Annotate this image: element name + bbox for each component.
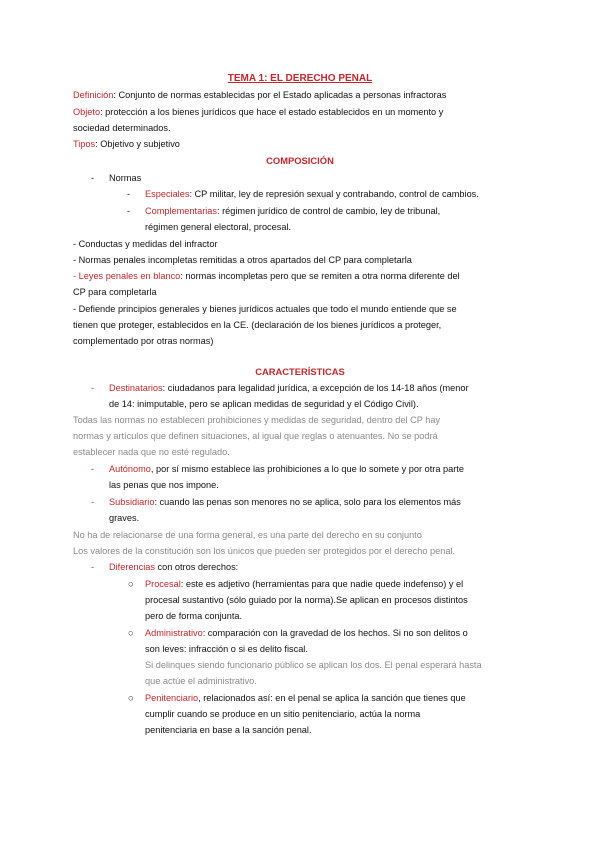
conductas-line: - Conductas y medidas del infractor	[73, 239, 218, 249]
complementarias-label: Complementarias	[145, 206, 217, 216]
autonomo-item	[109, 463, 464, 475]
objeto-line	[73, 106, 443, 118]
administrativo-grey-2: que actúe el administrativo.	[145, 676, 257, 686]
penitenciario-line-3: penitenciaria en base a la sanción penal.	[145, 725, 312, 735]
procesal-item	[145, 578, 463, 590]
defiende-line-3: complementado por otras normas)	[73, 336, 214, 346]
diferencias-item	[109, 561, 238, 573]
composicion-heading: COMPOSICIÓN	[266, 155, 334, 166]
circle-bullet-icon: ○	[128, 693, 134, 703]
autonomo-line-2: las penas que nos impone.	[109, 480, 219, 490]
destinatarios-label: Destinatarios	[109, 383, 163, 393]
dash-bullet: -	[91, 173, 95, 183]
normas-item: Normas	[109, 173, 142, 183]
normas-penales-line: - Normas penales incompletas remitidas a otros apartados del CP para completarla	[73, 255, 412, 265]
caracteristicas-heading: CARACTERÍSTICAS	[255, 366, 345, 377]
destinatarios-line-2: de 14: inimputable, pero se aplican medidas de seguridad y el Código Civil).	[109, 399, 419, 409]
objeto-line-2: sociedad determinados.	[73, 123, 171, 133]
subsidiario-item	[109, 496, 461, 508]
administrativo-line-2: son leves: infracción o si es delito fiscal.	[145, 644, 308, 654]
tipos-text: : Objetivo y subjetivo	[95, 139, 180, 149]
objeto-label: Objeto	[73, 107, 101, 117]
tipos-line	[73, 138, 180, 150]
destinatarios-text: : ciudadanos para legalidad jurídica, a excepción de los 14-18 años (menor	[162, 383, 469, 393]
penitenciario-line-2: cumplir cuando se produce en un sitio penitenciario, actúa la norma	[145, 709, 421, 719]
penitenciario-item	[145, 692, 466, 704]
subsidiario-line-2: graves.	[109, 513, 140, 523]
procesal-label: Procesal	[145, 579, 181, 589]
dash-bullet: -	[91, 497, 95, 507]
leyes-prefix: -	[73, 271, 79, 281]
dash-bullet: -	[127, 189, 131, 199]
definicion-line	[73, 89, 446, 101]
grey-note-2: normas y artículos que definen situaciones, al igual que reglas o atenuantes. No se podrá	[73, 431, 438, 441]
subsidiario-label: Subsidiario	[109, 497, 155, 507]
administrativo-label: Administrativo	[145, 628, 203, 638]
especiales-text: : CP militar, ley de represión sexual y contrabando, control de cambios.	[189, 189, 479, 199]
leyes-text: : normas incompletas pero que se remiten a otra norma diferente del	[180, 271, 460, 281]
defiende-line-2: tienen que proteger, establecidos en la CE. (declaración de los bienes jurídicos a proteger,	[73, 320, 442, 330]
diferencias-text: con otros derechos:	[154, 562, 239, 572]
objeto-text: : protección a los bienes jurídicos que hace el estado establecidos en un momento y	[100, 107, 444, 117]
definicion-text: : Conjunto de normas establecidas por el Estado aplicadas a personas infractoras	[113, 90, 447, 100]
leyes-line-2: CP para completarla	[73, 287, 157, 297]
grey-note-5: Los valores de la constitución son los únicos que pueden ser protegidos por el derecho penal.	[73, 546, 456, 556]
destinatarios-item	[109, 382, 469, 394]
defiende-line-1: - Defiende principios generales y bienes jurídicos actuales que todo el mundo entiende que se	[73, 304, 457, 314]
dash-bullet: -	[127, 206, 131, 216]
administrativo-text: : comparación con la gravedad de los hechos. Si no son delitos o	[202, 628, 468, 638]
grey-note-1: Todas las normas no establecen prohibiciones y medidas de seguridad, dentro del CP hay	[73, 415, 441, 425]
dash-bullet: -	[91, 562, 95, 572]
subsidiario-text: : cuando las penas son menores no se aplica, solo para los elementos más	[154, 497, 461, 507]
complementarias-text: : régimen jurídico de control de cambio, ley de tribunal,	[217, 206, 441, 216]
dash-bullet: -	[91, 464, 95, 474]
autonomo-text: , por sí mismo establece las prohibiciones a lo que lo somete y por otra parte	[150, 464, 464, 474]
definicion-label: Definición	[73, 90, 114, 100]
penitenciario-label: Penitenciario	[145, 693, 199, 703]
procesal-line-3: pero de forma conjunta.	[145, 611, 243, 621]
leyes-line	[73, 270, 460, 282]
page-title: TEMA 1: EL DERECHO PENAL	[227, 73, 373, 84]
especiales-label: Especiales	[145, 189, 190, 199]
procesal-line-2: procesal sustantivo (sólo guiado por la norma).Se aplican en procesos distintos	[145, 595, 468, 605]
administrativo-item	[145, 627, 468, 639]
diferencias-label: Diferencias	[109, 562, 155, 572]
administrativo-grey-1: Si delinques siendo funcionario público se aplican los dos. El penal esperará hasta	[145, 660, 482, 670]
tipos-label: Tipos	[73, 139, 96, 149]
complementarias-item	[145, 205, 440, 217]
autonomo-label: Autónomo	[109, 464, 151, 474]
procesal-text: : este es adjetivo (herramientas para que nadie quede indefenso) y el	[180, 579, 464, 589]
circle-bullet-icon: ○	[128, 628, 134, 638]
grey-note-4: No ha de relacionarse de una forma general, es una parte del derecho en su conjunto	[73, 530, 422, 540]
grey-note-3: establecer nada que no esté regulado.	[73, 447, 230, 457]
circle-bullet-icon: ○	[128, 579, 134, 589]
penitenciario-text: , relacionados así: en el penal se aplica la sanción que tienes que	[198, 693, 466, 703]
especiales-item	[145, 188, 479, 200]
complementarias-line-2: régimen general electoral, procesal.	[145, 222, 292, 232]
leyes-label: Leyes penales en blanco	[78, 271, 181, 281]
dash-bullet: -	[91, 383, 95, 393]
